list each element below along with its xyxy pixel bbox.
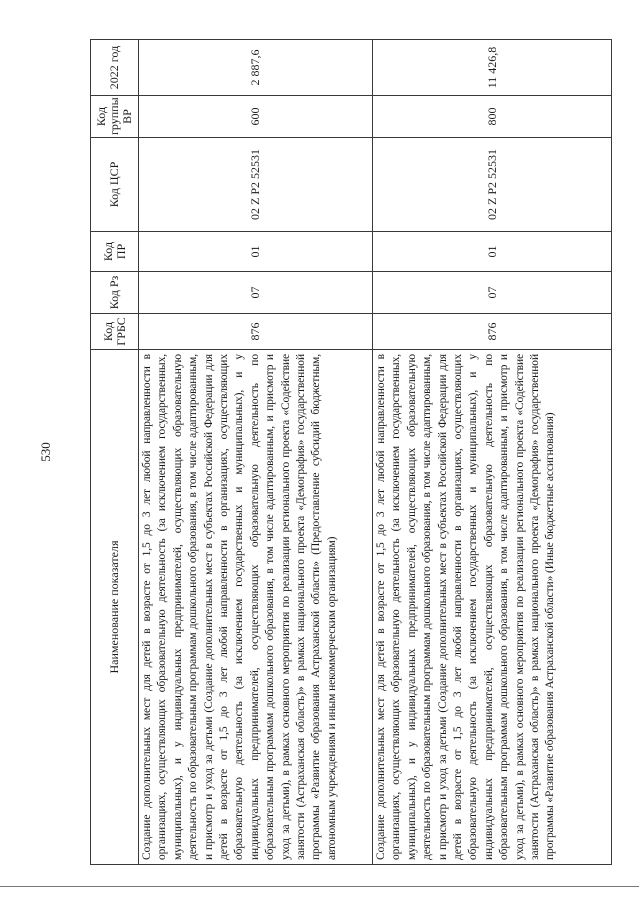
row-1-csr: 02 Z P2 52531 — [139, 138, 373, 232]
row-1-grbs: 876 — [139, 314, 373, 350]
header-grbs: Код ГРБС — [91, 314, 139, 350]
row-2-vr: 800 — [373, 96, 612, 138]
row-1-pr: 01 — [139, 232, 373, 272]
row-1-rz: 07 — [139, 272, 373, 314]
row-2-rz: 07 — [373, 272, 612, 314]
header-rz: Код Рз — [91, 272, 139, 314]
header-pr: Код ПР — [91, 232, 139, 272]
table-row — [373, 40, 612, 865]
header-csr: Код ЦСР — [91, 138, 139, 232]
budget-table — [90, 39, 612, 865]
table-row — [139, 40, 373, 865]
row-2-pr: 01 — [373, 232, 612, 272]
header-name: Наименование показателя — [91, 350, 139, 865]
row-1-vr: 600 — [139, 96, 373, 138]
header-vr: Код группы ВР — [91, 96, 139, 138]
row-2-csr: 02 Z P2 52531 — [373, 138, 612, 232]
row-2-name: Создание дополнительных мест для детей в возрасте от 1,5 до 3 лет любой направленности в организациях, осуществляющих образовательную деятельность (за исключением государственных, муниципальных), и у индивидуальных предпринимателей, осуществляющих образовательную деятельность по образовательным программам дошкольного образования, в том числе адаптированным, и присмотр и уход за детьми (Создание дополнительных мест в субъектах Российской Федерации для детей в возрасте от 1,5 до 3 лет любой направленности в организациях, осуществляющих образовательную деятельность (за исключением государственных и муниципальных), и у индивидуальных предпринимателей, осуществляющих образовательную деятельность по образовательным программам дошкольного образования, в том числе адаптированным, и присмотр и уход за детьми), в рамках основного мероприятия по реализации регионального проекта «Содействие занятости (Астраханская область)» в рамках национального проекта «Демография» государственной программы «Развитие образования Астраханской области» (Иные бюджетные ассигнования) — [373, 350, 612, 865]
row-1-name: Создание дополнительных мест для детей в возрасте от 1,5 до 3 лет любой направленности в организациях, осуществляющих образовательную деятельность (за исключением государственных, муниципальных), и у индивидуальных предпринимателей, осуществляющих образовательную деятельность по образовательным программам дошкольного образования, в том числе адаптированным, и присмотр и уход за детьми (Создание дополнительных мест в субъектах Российской Федерации для детей в возрасте от 1,5 до 3 лет любой направленности в организациях, осуществляющих образовательную деятельность (за исключением государственных и муниципальных), и у индивидуальных предпринимателей, осуществляющих образовательную деятельность по образовательным программам дошкольного образования, в том числе адаптированным, и присмотр и уход за детьми), в рамках основного мероприятия по реализации регионального проекта «Содействие занятости (Астраханская область)» в рамках национального проекта «Демография» государственной программы «Развитие образования Астраханской области» (Предоставление субсидий бюджетным, автономным учреждениям и иным некоммерческим организациям) — [139, 350, 373, 865]
row-2-grbs: 876 — [373, 314, 612, 350]
header-year: 2022 год — [91, 40, 139, 96]
row-1-year: 2 887,6 — [139, 40, 373, 96]
row-2-year: 11 426,8 — [373, 40, 612, 96]
table-header-row — [91, 40, 139, 865]
rotated-table-frame — [90, 40, 611, 865]
page-bottom-rule — [0, 886, 639, 887]
page-number: 530 — [38, 442, 53, 462]
